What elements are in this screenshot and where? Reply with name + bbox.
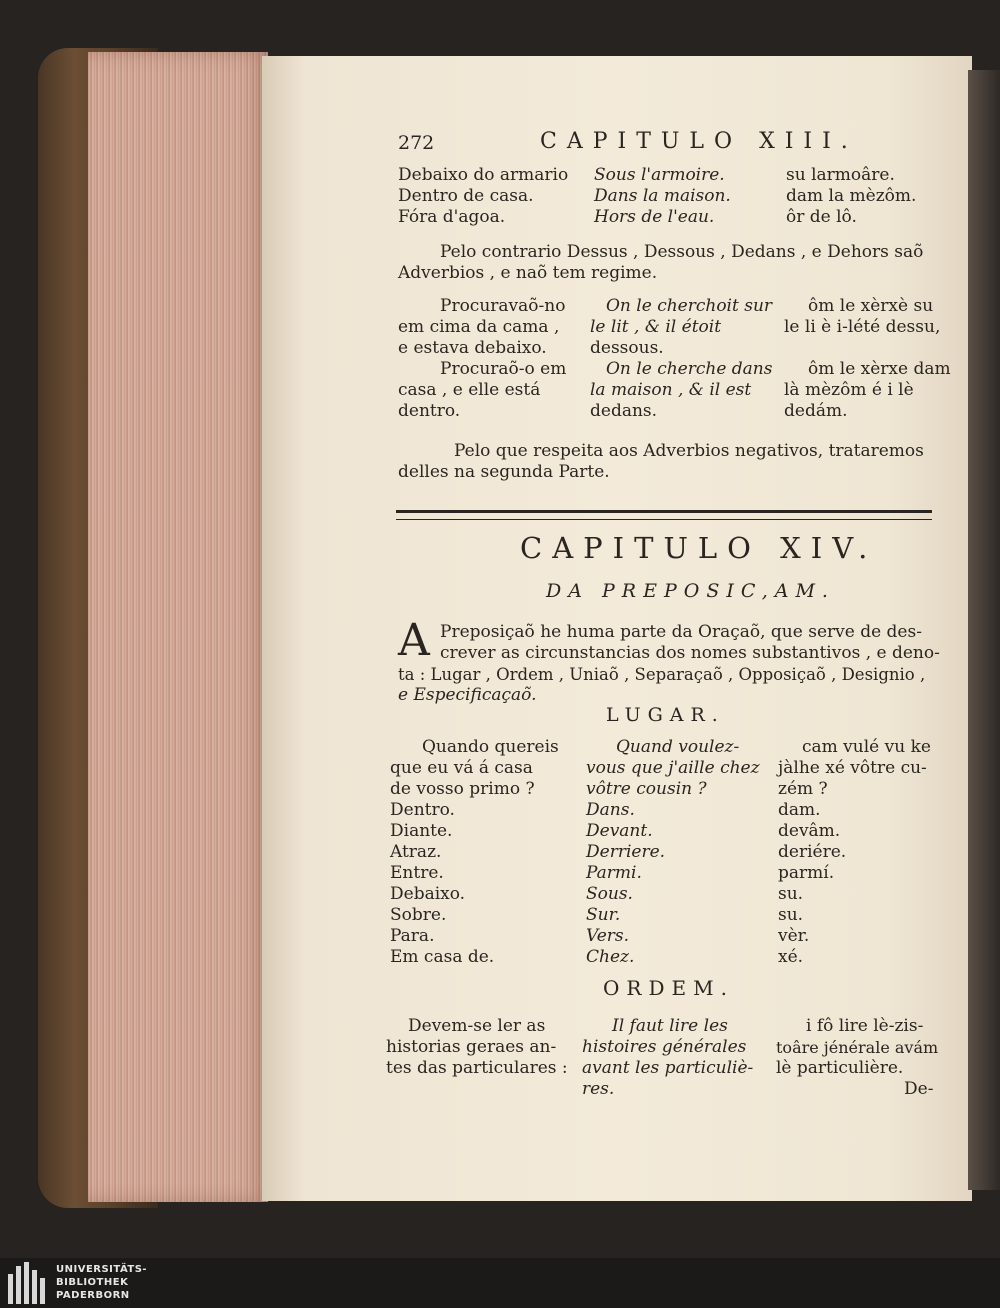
ex1-pt-1: Procuravaõ-no [440,296,566,316]
ordem-pt-2: historias geraes an- [386,1037,557,1057]
ordem-fr-4: res. [582,1079,615,1099]
intro-line-2: crever as circunstancias dos nomes substantivos , e deno- [440,643,940,663]
lugar-fr-5: Sous. [586,884,633,904]
lugar-pt-1: Dentro. [390,800,455,820]
catchword: De- [904,1079,934,1099]
table1-pr-2: dam la mèzôm. [786,186,917,206]
ex1-fr-3: dessous. [590,338,664,358]
lugar-fr-2: Devant. [586,821,653,841]
ex1-pt-2: em cima da cama , [398,317,560,337]
ex2-fr-1: On le cherche dans [606,359,773,379]
lugar-pr-4: parmí. [778,863,835,883]
ex2-pt-3: dentro. [398,401,461,421]
lugar-pt-7: Para. [390,926,435,946]
ex1-pr-1: ôm le xèrxè su [808,296,934,316]
chapter-title: CAPITULO XIV. [520,531,878,565]
intro-line-4: e Especificaçaõ. [398,685,537,705]
intro-line-1: Preposiçaõ he huma parte da Oraçaõ, que serve de des- [440,622,922,642]
ex1-pr-2: le li è i-lété dessu, [784,317,941,337]
para2-line-1: Pelo que respeita aos Adverbios negativos, trataremos [454,441,924,461]
ordem-fr-2: histoires générales [582,1037,747,1057]
ex1-fr-2: le lit , & il étoit [590,317,722,337]
facing-page-shadow [968,70,1000,1190]
lugar-fr-4: Parmi. [586,863,642,883]
chapter-subtitle: DA PREPOSIC,AM. [546,580,835,602]
ex1-pt-3: e estava debaixo. [398,338,547,358]
page-number: 272 [398,132,435,154]
lugar-pt-3: Atraz. [390,842,442,862]
lugar-q-pr-3: zém ? [778,779,828,799]
table1-pr-3: ôr de lô. [786,207,857,227]
lugar-pt-4: Entre. [390,863,444,883]
para1-line-1: Pelo contrario Dessus , Dessous , Dedans , e Dehors saõ [440,242,924,262]
lugar-fr-3: Derriere. [586,842,666,862]
ordem-fr-1: Il faut lire les [612,1016,728,1036]
library-footer [0,1258,1000,1308]
lugar-q-fr-1: Quand voulez- [616,737,740,757]
library-logo-icon [8,1262,48,1304]
lugar-pt-2: Diante. [390,821,453,841]
table1-pr-1: su larmoâre. [786,165,895,185]
lugar-pr-8: xé. [778,947,804,967]
ex2-fr-3: dedans. [590,401,658,421]
table1-pt-1: Debaixo do armario [398,165,569,185]
lugar-fr-8: Chez. [586,947,635,967]
lugar-q-pt-1: Quando quereis [422,737,559,757]
ex2-pt-2: casa , e elle está [398,380,541,400]
lugar-fr-6: Sur. [586,905,621,925]
ex2-pr-3: dedám. [784,401,848,421]
ordem-pr-2: toâre jénérale avám [776,1038,939,1057]
ordem-pt-1: Devem-se ler as [408,1016,546,1036]
table1-fr-1: Sous l'armoire. [594,165,725,185]
lugar-fr-1: Dans. [586,800,635,820]
table1-fr-2: Dans la maison. [594,186,731,206]
drop-cap: A [398,615,430,666]
lugar-q-pr-1: cam vulé vu ke [802,737,931,757]
lugar-pt-6: Sobre. [390,905,447,925]
ordem-pr-1: i fô lire lè-zis- [806,1016,924,1036]
table1-fr-3: Hors de l'eau. [594,207,715,227]
ex2-pt-1: Procuraõ-o em [440,359,567,379]
ex1-fr-1: On le cherchoit sur [606,296,773,316]
ordem-pt-3: tes das particulares : [386,1058,568,1078]
lugar-q-pt-3: de vosso primo ? [390,779,535,799]
para1-line-2: Adverbios , e naõ tem regime. [398,263,658,283]
lugar-q-pr-2: jàlhe xé vôtre cu- [778,758,927,778]
lugar-q-pt-2: que eu vá á casa [390,758,533,778]
page-edges [88,52,268,1202]
ordem-pr-3: lè particulière. [776,1058,904,1078]
library-line-2: BIBLIOTHEK [56,1277,129,1288]
library-name [56,1263,147,1302]
lugar-pt-5: Debaixo. [390,884,466,904]
lugar-pr-5: su. [778,884,804,904]
running-title: CAPITULO XIII. [540,129,858,154]
library-line-1: UNIVERSITÄTS- [56,1264,148,1275]
lugar-pr-3: deriére. [778,842,847,862]
intro-line-3: ta : Lugar , Ordem , Uniaõ , Separaçaõ , Opposiçaõ , Designio , [398,665,926,684]
lugar-pt-8: Em casa de. [390,947,495,967]
lugar-heading: LUGAR. [606,704,725,726]
lugar-pr-6: su. [778,905,804,925]
ordem-heading: ORDEM. [603,976,734,1000]
library-line-3: PADERBORN [56,1290,130,1301]
section-rule [396,510,932,520]
lugar-pr-7: vèr. [778,926,810,946]
lugar-pr-2: devâm. [778,821,841,841]
lugar-fr-7: Vers. [586,926,630,946]
lugar-q-fr-3: vôtre cousin ? [586,779,707,799]
ex2-pr-2: là mèzôm é i lè [784,380,914,400]
table1-pt-3: Fóra d'agoa. [398,207,506,227]
ordem-fr-3: avant les particuliè- [582,1058,754,1078]
para2-line-2: delles na segunda Parte. [398,462,610,482]
ex2-pr-1: ôm le xèrxe dam [808,359,951,379]
table1-pt-2: Dentro de casa. [398,186,534,206]
lugar-q-fr-2: vous que j'aille chez [586,758,760,778]
lugar-pr-1: dam. [778,800,821,820]
ex2-fr-2: la maison , & il est [590,380,752,400]
